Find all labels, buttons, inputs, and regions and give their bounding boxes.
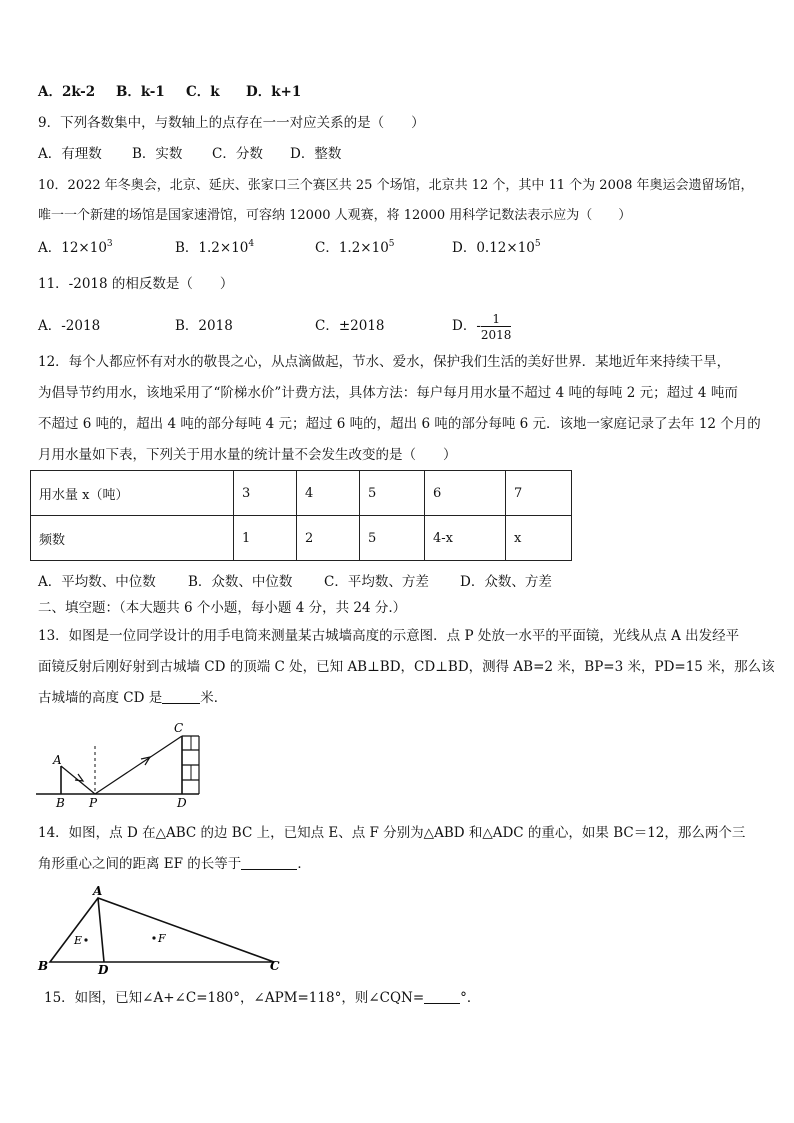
point-label-d: D	[177, 796, 187, 810]
q14-answer-blank[interactable]	[241, 869, 297, 870]
point-label-c: C	[174, 721, 184, 735]
q12-option-a: A．平均数、中位数	[38, 574, 156, 590]
q12-option-c: C．平均数、方差	[324, 574, 429, 590]
point-label-b: B	[56, 796, 65, 810]
centroid-f	[152, 936, 155, 939]
q13-stem-line1: 13．如图是一位同学设计的用手电筒来测量某古城墙高度的示意图．点 P 处放一水平的平面镜，光线从点 A 出发经平	[38, 628, 740, 644]
q9-option-d: D．整数	[290, 146, 342, 162]
table-header-cell: 用水量 x（吨）	[31, 471, 234, 516]
incident-arrow	[75, 774, 83, 781]
q10-option-a: A．$12\times 10^3$	[38, 239, 113, 256]
q12-frequency-table	[30, 470, 572, 561]
table-row	[31, 471, 572, 516]
q13-stem-line2: 面镜反射后刚好射到古城墙 CD 的顶端 C 处，已知 AB⊥BD，CD⊥BD，测得 AB=2 米，BP=3 米，PD=15 米，那么该	[38, 659, 775, 675]
segment-ad	[98, 898, 104, 962]
q12-stem-line1: 12．每个人都应怀有对水的敬畏之心，从点滴做起，节水、爱水，保护我们生活的美好世界．某地近年来持续干旱，	[38, 354, 731, 370]
q9-option-a: A．有理数	[38, 146, 102, 162]
q15-answer-blank[interactable]	[424, 1003, 460, 1004]
q12-option-d: D．众数、方差	[460, 574, 552, 590]
q13-stem-line3: 古城墙的高度 CD 是 米．	[38, 690, 228, 706]
q8-option-a: A．2k-2	[38, 84, 96, 100]
table-cell: 5	[360, 516, 425, 561]
q15-stem: 15．如图，已知∠A+∠C=180°，∠APM=118°，则∠CQN= °．	[44, 990, 481, 1006]
centroid-e	[84, 938, 87, 941]
table-cell: 7	[506, 471, 572, 516]
table-cell: 4	[297, 471, 360, 516]
q9-option-b: B．实数	[132, 146, 183, 162]
point-label-a: A	[93, 884, 103, 898]
q11-option-a: A．-2018	[38, 318, 101, 334]
q9-stem: 9．下列各数集中，与数轴上的点存在一一对应关系的是（ ）	[38, 115, 425, 131]
table-cell: 2	[297, 516, 360, 561]
point-label-e: E	[74, 934, 83, 947]
q10-option-d: D．$0.12\times 10^5$	[452, 239, 541, 256]
point-label-p: P	[89, 796, 98, 810]
q14-stem-line2: 角形重心之间的距离 EF 的长等于 ．	[38, 856, 311, 872]
table-row	[31, 516, 572, 561]
section-heading-fill-in: 二、填空题：（本大题共 6 个小题，每小题 4 分，共 24 分.）	[38, 600, 407, 616]
q14-triangle-figure	[34, 882, 294, 974]
q10-stem-line2: 唯一一个新建的场馆是国家速滑馆，可容纳 12000 人观赛，将 12000 用科学记数法表示应为（ ）	[38, 208, 632, 223]
q12-stem-line2: 为倡导节约用水，该地采用了“阶梯水价”计费方法，具体方法：每户每月用水量不超过 4 吨的每吨 2 元；超过 4 吨而	[38, 385, 738, 401]
point-label-b: B	[38, 959, 49, 973]
q9-option-c: C．分数	[212, 146, 263, 162]
q10-option-c: C．$1.2\times 10^5$	[315, 239, 395, 256]
point-label-d: D	[98, 963, 109, 974]
q13-mirror-figure	[34, 718, 214, 810]
q12-stem-line4: 月用水量如下表，下列关于用水量的统计量不会发生改变的是（ ）	[38, 447, 457, 463]
table-cell: 3	[234, 471, 297, 516]
q8-option-c: C．k	[186, 84, 220, 100]
q12-stem-line3: 不超过 6 吨的，超出 4 吨的部分每吨 4 元；超过 6 吨的，超出 6 吨的部分每吨 6 元．该地一家庭记录了去年 12 个月的	[38, 416, 761, 432]
table-cell: 6	[425, 471, 506, 516]
q11-option-d-fraction: $\frac{1}{2018}$	[480, 311, 512, 342]
q8-option-b: B．k-1	[116, 84, 165, 100]
reflected-ray	[95, 736, 182, 794]
q11-stem: 11．-2018 的相反数是（ ）	[38, 276, 234, 292]
table-header-cell: 频数	[31, 516, 234, 561]
point-label-c: C	[270, 959, 280, 973]
q10-option-b: B．$1.2\times 10^4$	[175, 239, 255, 256]
q10-stem-line1: 10．2022 年冬奥会，北京、延庆、张家口三个赛区共 25 个场馆，北京共 12 个，其中 11 个为 2008 年奥运会遗留场馆，	[38, 178, 754, 193]
table-cell: 1	[234, 516, 297, 561]
q8-option-d: D．k+1	[246, 84, 302, 100]
q13-answer-blank[interactable]	[162, 703, 200, 704]
table-cell: x	[506, 516, 572, 561]
point-label-a: A	[53, 753, 62, 767]
table-cell: 4-x	[425, 516, 506, 561]
triangle-abc	[50, 898, 274, 962]
q14-stem-line1: 14．如图，点 D 在△ABC 的边 BC 上，已知点 E、点 F 分别为△ABD 和△ADC 的重心，如果 BC＝12，那么两个三	[38, 825, 746, 841]
q11-option-d: D．- $\frac{1}{2018}$	[452, 311, 512, 342]
point-label-f: F	[158, 932, 166, 945]
q12-option-b: B．众数、中位数	[188, 574, 293, 590]
q11-option-c: C．±2018	[315, 318, 385, 334]
table-cell: 5	[360, 471, 425, 516]
q11-option-b: B．2018	[175, 318, 233, 334]
